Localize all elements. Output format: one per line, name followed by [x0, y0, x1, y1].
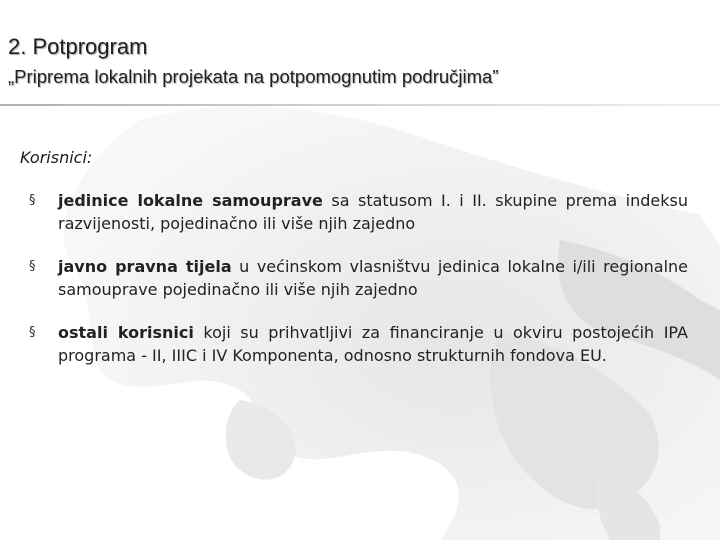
- list-item: [20, 321, 688, 367]
- bullet-icon: §: [29, 259, 36, 274]
- item-text: u većinskom vlasništvu jedinica lokalne i/ili regionalne samouprave pojedinačno ili više njih zajedno: [58, 257, 688, 299]
- item-text: koji su prihvatljivi za financiranje u okviru postojećih IPA programa - II, IIIC i IV Komponenta, odnosno strukturnih fondova EU.: [58, 323, 688, 365]
- slide-header: [0, 0, 720, 110]
- list-item: [20, 189, 688, 235]
- header-divider: [0, 104, 720, 106]
- item-bold-text: ostali korisnici: [58, 323, 194, 342]
- beneficiaries-label: Korisnici:: [20, 148, 93, 167]
- item-text: sa statusom I. i II. skupine prema indeksu razvijenosti, pojedinačno ili više njih zajedno: [58, 191, 689, 233]
- bullet-icon: §: [29, 325, 36, 340]
- slide-subtitle: „Priprema lokalnih projekata na potpomognutim područjima”: [8, 66, 499, 87]
- item-bold-text: javno pravna tijela: [58, 257, 232, 276]
- slide-title: 2. Potprogram: [8, 34, 148, 59]
- slide-content: [20, 148, 688, 387]
- list-item: [20, 255, 688, 301]
- beneficiaries-list: [20, 189, 688, 367]
- item-bold-text: jedinice lokalne samouprave: [58, 191, 323, 210]
- bullet-icon: §: [29, 193, 36, 208]
